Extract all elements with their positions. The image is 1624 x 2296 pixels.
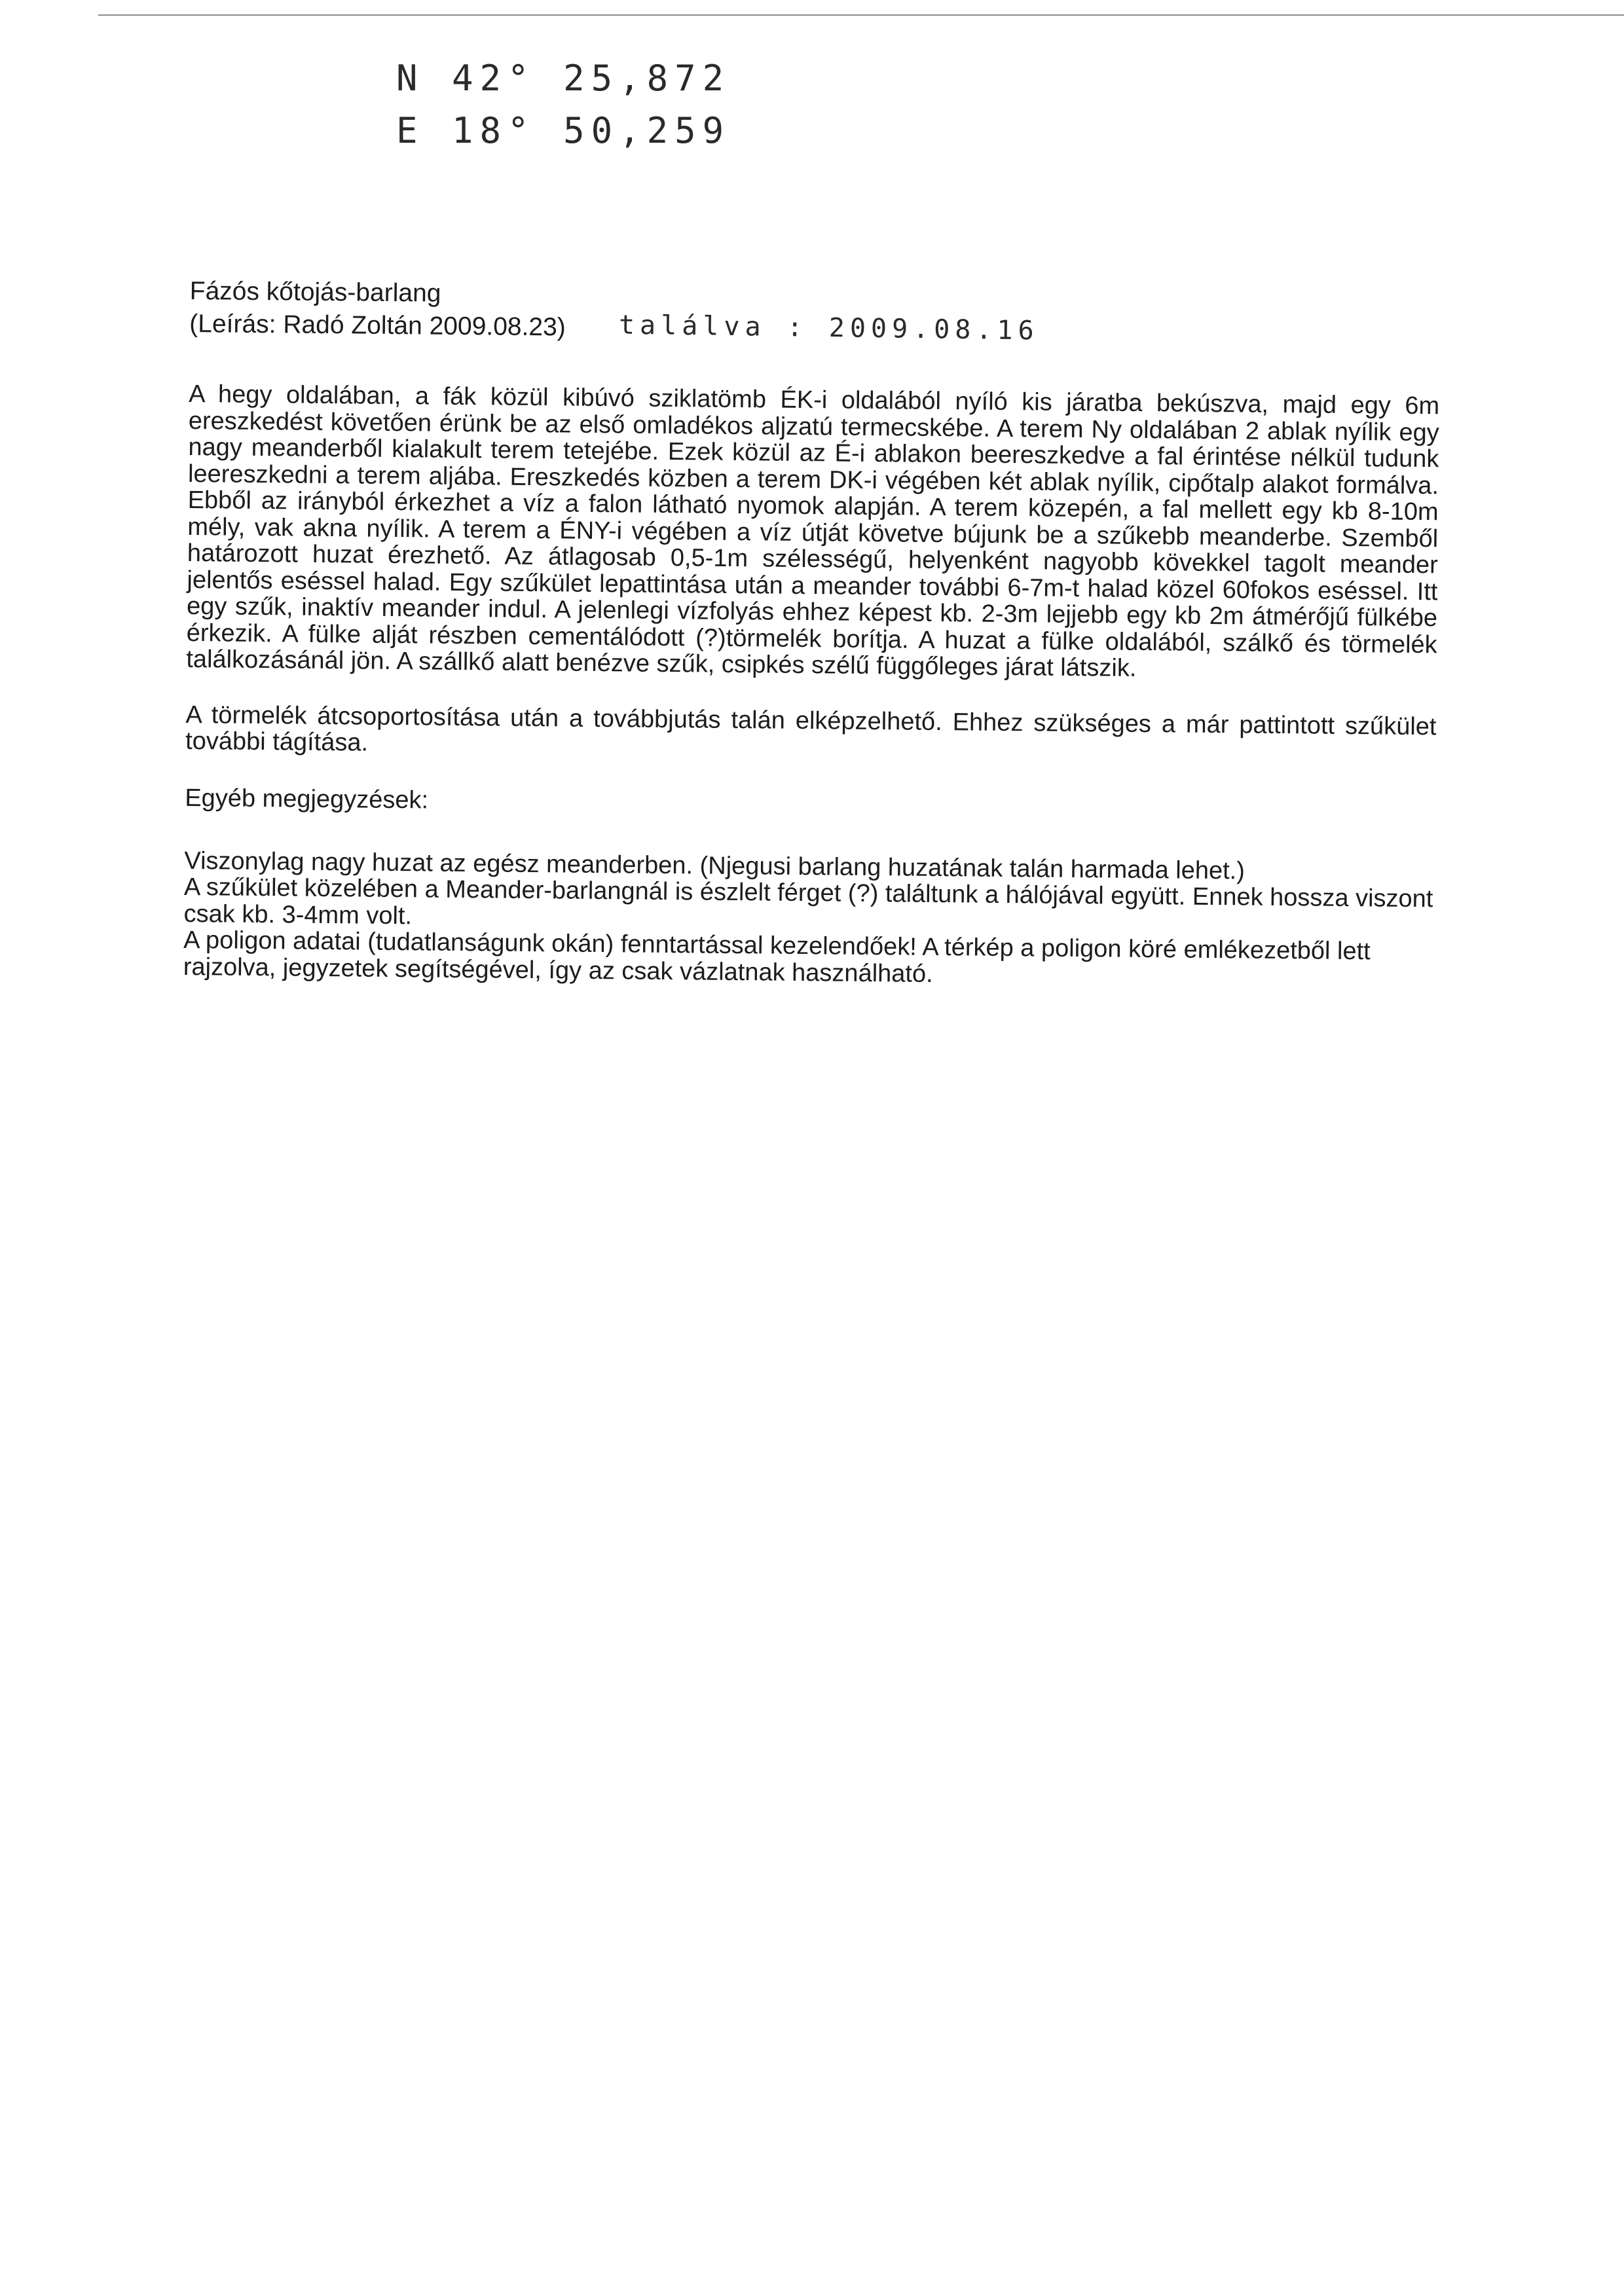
handwritten-coordinate-east: E 18° 50,259 bbox=[396, 110, 731, 151]
handwritten-found-date: találva : 2009.08.16 bbox=[618, 310, 1039, 346]
scan-edge-line bbox=[98, 14, 1624, 16]
handwritten-coordinate-north: N 42° 25,872 bbox=[396, 58, 731, 99]
outlook-paragraph: A törmelék átcsoportosítása után a továbbjutás talán elképzelhető. Ehhez szükséges a már pattintott szűkület további tágítása. bbox=[185, 701, 1437, 757]
notes-list bbox=[183, 847, 1435, 992]
other-notes-heading: Egyéb megjegyzések: bbox=[185, 784, 429, 814]
description-paragraph: A hegy oldalában, a fák közül kibúvó sziklatömb ÉK-i oldalából nyíló kis járatba bekúszva, majd egy 6m ereszkedést követően érünk be az első omladékos aljzatú termecskébe. A terem Ny oldalában 2 ablak nyílik egy nagy meanderből kialakult terem tetejébe. Ezek közül az É-i ablakon beereszkedve a fal érintése nélkül tudunk leereszkedni a terem aljába. Ereszkedés közben a terem DK-i végében két ablak nyílik, cipőtalp alakot formálva. Ebből az irányból érkezhet a víz a falon látható nyomok alapján. A terem közepén, a fal mellett egy kb 8-10m mély, vak akna nyílik. A terem a ÉNY-i végében a víz útját követve bújunk be a szűkebb meanderbe. Szemből határozott huzat érezhető. Az átlagosab 0,5-1m szélességű, helyenként nagyobb kövekkel tagolt meander jelentős eséssel halad. Egy szűkület lepattintása után a meander további 6-7m-t halad közel 60fokos eséssel. Itt egy szűk, inaktív meander indul. A jelenlegi vízfolyás ehhez képest kb. 2-3m lejjebb egy kb 2m átmérőjű fülkébe érkezik. A fülke alját részben cementálódott (?)törmelék borítja. A huzat a fülke oldalából, szálkő és törmelék találkozásánál jön. A szállkő alatt benézve szűk, csipkés szélű függőleges járat látszik. bbox=[186, 380, 1440, 682]
note-item: Viszonylag nagy huzat az egész meanderben. (Njegusi barlang huzatának talán harmada lehet.) bbox=[184, 847, 1246, 885]
document-title: Fázós kőtojás-barlang bbox=[189, 276, 441, 308]
document-subtitle: (Leírás: Radó Zoltán 2009.08.23) bbox=[189, 309, 566, 342]
note-item: A poligon adatai (tudatlanságunk okán) fenntartással kezelendőek! A térkép a poligon köré emlékezetből lett rajzolva, jegyzetek segítségével, így az csak vázlatnak használható. bbox=[183, 926, 1371, 988]
note-item: A szűkület közelében a Meander-barlangnál is észlelt férget (?) találtunk a hálójával együtt. Ennek hossza viszont csak kb. 3-4mm volt. bbox=[183, 873, 1433, 930]
document-body bbox=[183, 275, 1441, 992]
